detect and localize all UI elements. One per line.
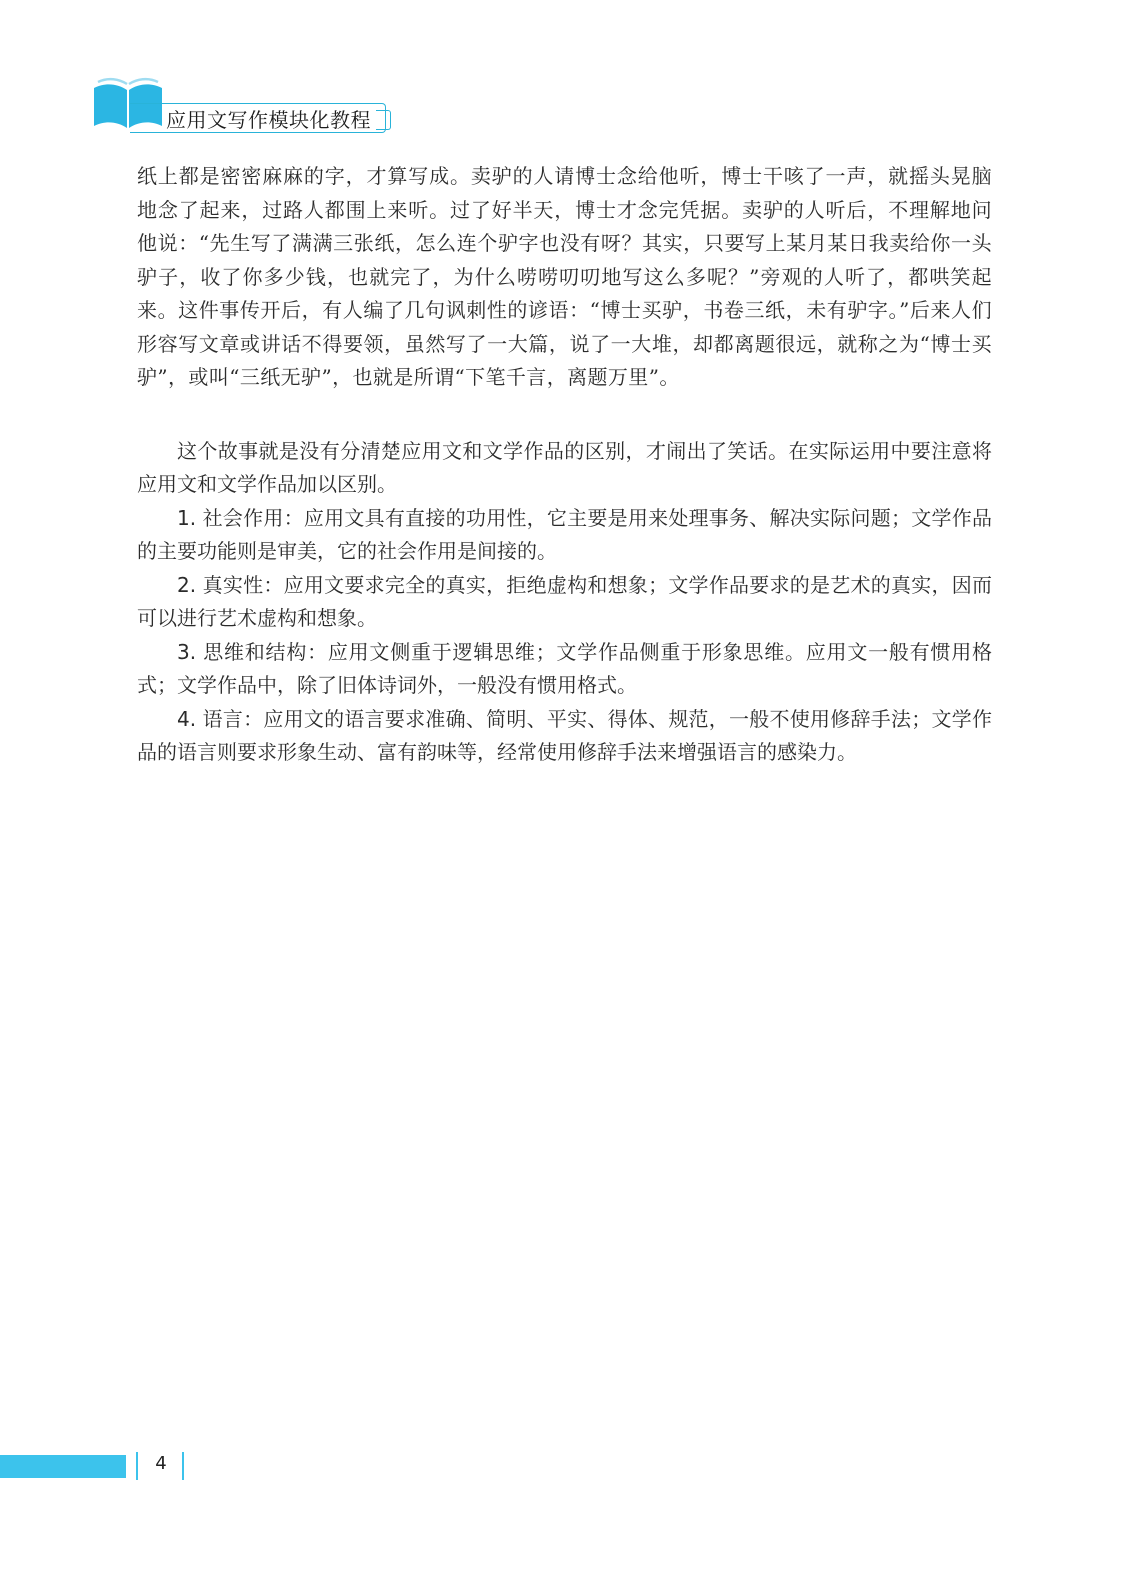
point-social-function: 1. 社会作用：应用文具有直接的功用性，它主要是用来处理事务、解决实际问题；文学作品的主要功能则是审美，它的社会作用是间接的。 [137,505,992,563]
book-title: 应用文写作模块化教程 [166,107,371,132]
section-gap [137,395,992,435]
title-tab-decoration [376,110,391,130]
page-number: 4 [155,1453,167,1474]
story-paragraph: 纸上都是密密麻麻的字，才算写成。卖驴的人请博士念给他听，博士干咳了一声，就摇头晃脑地念了起来，过路人都围上来听。过了好半天，博士才念完凭据。卖驴的人听后，不理解地问他说：“先生写了满满三张纸，怎么连个驴字也没有呀？其实，只要写上某月某日我卖给你一头驴子，收了你多少钱，也就完了，为什么唠唠叨叨地写这么多呢？”旁观的人听了，都哄笑起来。这件事传开后，有人编了几句讽刺性的谚语：“博士买驴，书卷三纸，未有驴字。”后来人们形容写文章或讲话不得要领，虽然写了一大篇，说了一大堆，却都离题很远，就称之为“博士买驴”，或叫“三纸无驴”，也就是所谓“下笔千言，离题万里”。 [137,164,992,389]
footer-accent-bar [0,1455,126,1478]
footer-divider-right [182,1452,184,1480]
point-language: 4. 语言：应用文的语言要求准确、简明、平实、得体、规范，一般不使用修辞手法；文学作品的语言则要求形象生动、富有韵味等，经常使用修辞手法来增强语言的感染力。 [137,706,992,764]
point-authenticity: 2. 真实性：应用文要求完全的真实，拒绝虚构和想象；文学作品要求的是艺术的真实，因而可以进行艺术虚构和想象。 [137,572,992,630]
page-header [0,0,1127,140]
point-thinking-structure: 3. 思维和结构：应用文侧重于逻辑思维；文学作品侧重于形象思维。应用文一般有惯用格式；文学作品中，除了旧体诗词外，一般没有惯用格式。 [137,639,992,697]
intro-paragraph: 这个故事就是没有分清楚应用文和文学作品的区别，才闹出了笑话。在实际运用中要注意将应用文和文学作品加以区别。 [137,438,992,496]
book-title-box [130,103,386,133]
main-content [137,160,992,770]
footer-divider-left [136,1452,138,1480]
